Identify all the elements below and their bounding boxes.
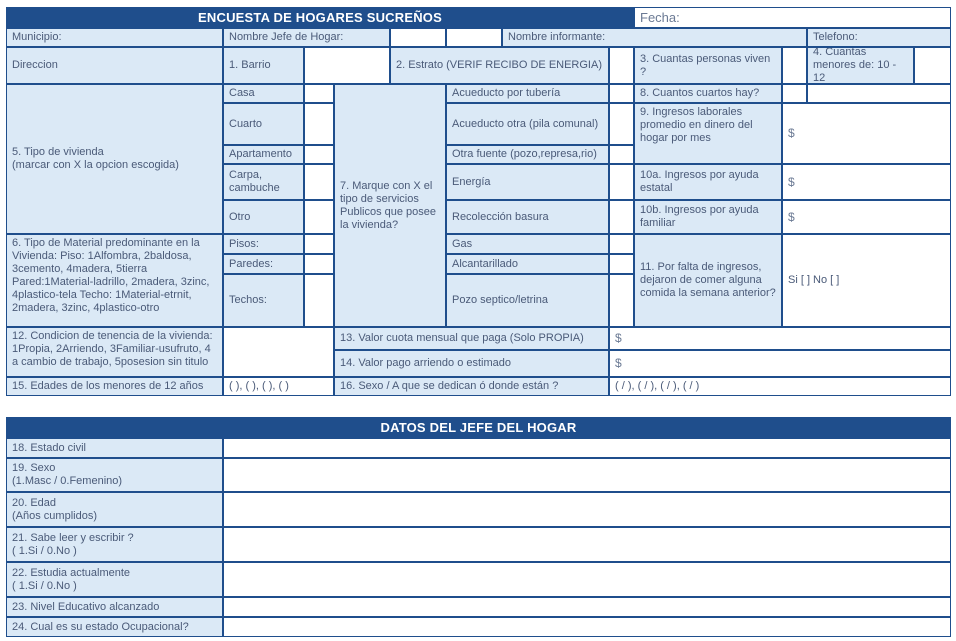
vivienda-checkbox[interactable] xyxy=(304,200,334,234)
servicio-option: Acueducto por tubería xyxy=(446,84,609,103)
vivienda-option: Apartamento xyxy=(223,145,304,164)
servicio-option: Alcantarillado xyxy=(446,254,609,274)
vivienda-checkbox[interactable] xyxy=(304,103,334,145)
vivienda-checkbox[interactable] xyxy=(304,164,334,200)
q8-blank xyxy=(807,84,951,103)
q10a-label: 10a. Ingresos por ayuda estatal xyxy=(634,164,782,200)
q11-label: 11. Por falta de ingresos, dejaron de comer alguna comida la semana anterior? xyxy=(634,234,782,327)
q14-amount-input[interactable]: $ xyxy=(609,350,951,377)
q10b-label: 10b. Ingresos por ayuda familiar xyxy=(634,200,782,234)
material-label: Paredes: xyxy=(223,254,304,274)
jefe-row-input[interactable] xyxy=(223,617,951,637)
jefe-section-title: DATOS DEL JEFE DEL HOGAR xyxy=(6,417,951,438)
q16-input[interactable]: ( / ), ( / ), ( / ), ( / ) xyxy=(609,377,951,396)
estrato-input[interactable] xyxy=(609,47,634,84)
nombre-jefe-input[interactable] xyxy=(390,28,446,47)
q9-label: 9. Ingresos laborales promedio en dinero del hogar por mes xyxy=(634,103,782,164)
servicio-option: Energía xyxy=(446,164,609,200)
q3-label: 3. Cuantas personas viven ? xyxy=(634,47,782,84)
jefe-row-label: 21. Sabe leer y escribir ? ( 1.Si / 0.No ) xyxy=(6,527,223,562)
servicio-checkbox[interactable] xyxy=(609,200,634,234)
q13-label: 13. Valor cuota mensual que paga (Solo PROPIA) xyxy=(334,327,609,350)
q6-label: 6. Tipo de Material predominante en la Vivienda: Piso: 1Alfombra, 2baldosa, 3cemento, 4madera, 5tierra Pared:1Material-ladrillo, 2madera, 3zinc, 4plastico-tela Techo: 1Material-etrnit, 2madera, 3zinc, 4plastico-otro xyxy=(6,234,223,327)
barrio-input[interactable] xyxy=(304,47,390,84)
estrato-label: 2. Estrato (VERIF RECIBO DE ENERGIA) xyxy=(390,47,609,84)
q15-ages-input[interactable]: ( ), ( ), ( ), ( ) xyxy=(223,377,334,396)
q10a-amount-input[interactable]: $ xyxy=(782,164,951,200)
vivienda-option: Otro xyxy=(223,200,304,234)
jefe-row-input[interactable] xyxy=(223,562,951,597)
q14-label: 14. Valor pago arriendo o estimado xyxy=(334,350,609,377)
nombre-informante-field[interactable]: Nombre informante: xyxy=(502,28,807,47)
q10b-amount-input[interactable]: $ xyxy=(782,200,951,234)
vivienda-checkbox[interactable] xyxy=(304,145,334,164)
servicio-option: Recolección basura xyxy=(446,200,609,234)
servicio-checkbox[interactable] xyxy=(609,164,634,200)
material-input[interactable] xyxy=(304,254,334,274)
nombre-jefe-input-2[interactable] xyxy=(446,28,502,47)
vivienda-option: Casa xyxy=(223,84,304,103)
jefe-row-label: 24. Cual es su estado Ocupacional? xyxy=(6,617,223,637)
servicio-option: Pozo septico/letrina xyxy=(446,274,609,327)
q4-input[interactable] xyxy=(914,47,951,84)
q11-options[interactable]: Si [ ] No [ ] xyxy=(782,234,951,327)
servicio-option: Otra fuente (pozo,represa,rio) xyxy=(446,145,609,164)
servicio-checkbox[interactable] xyxy=(609,84,634,103)
q15-label: 15. Edades de los menores de 12 años xyxy=(6,377,223,396)
jefe-row-input[interactable] xyxy=(223,438,951,458)
jefe-row-input[interactable] xyxy=(223,597,951,617)
jefe-row-input[interactable] xyxy=(223,458,951,492)
q3-input[interactable] xyxy=(782,47,807,84)
servicio-checkbox[interactable] xyxy=(609,145,634,164)
vivienda-option: Carpa, cambuche xyxy=(223,164,304,200)
jefe-row-input[interactable] xyxy=(223,527,951,562)
material-input[interactable] xyxy=(304,234,334,254)
jefe-row-label: 20. Edad (Años cumplidos) xyxy=(6,492,223,527)
q9-amount-input[interactable]: $ xyxy=(782,103,951,164)
q12-input[interactable] xyxy=(223,327,334,377)
q8-label: 8. Cuantos cuartos hay? xyxy=(634,84,782,103)
servicio-checkbox[interactable] xyxy=(609,274,634,327)
servicio-checkbox[interactable] xyxy=(609,103,634,145)
vivienda-option: Cuarto xyxy=(223,103,304,145)
telefono-field[interactable]: Telefono: xyxy=(807,28,951,47)
material-label: Techos: xyxy=(223,274,304,327)
material-input[interactable] xyxy=(304,274,334,327)
jefe-row-label: 23. Nivel Educativo alcanzado xyxy=(6,597,223,617)
direccion-field[interactable]: Direccion xyxy=(6,47,223,84)
q16-label: 16. Sexo / A que se dedican ó donde están ? xyxy=(334,377,609,396)
q8-input[interactable] xyxy=(782,84,807,103)
q12-label: 12. Condicion de tenencia de la vivienda: 1Propia, 2Arriendo, 3Familiar-usufruto, 4 a cambio de trabajo, 5posesion sin titulo xyxy=(6,327,223,377)
servicio-checkbox[interactable] xyxy=(609,254,634,274)
servicio-checkbox[interactable] xyxy=(609,234,634,254)
nombre-jefe-field[interactable]: Nombre Jefe de Hogar: xyxy=(223,28,390,47)
q4-label: 4. Cuantas menores de: 10 - 12 xyxy=(807,47,914,84)
q5-label: 5. Tipo de vivienda (marcar con X la opcion escogida) xyxy=(6,84,223,234)
servicio-option: Acueducto otra (pila comunal) xyxy=(446,103,609,145)
barrio-label: 1. Barrio xyxy=(223,47,304,84)
servicio-option: Gas xyxy=(446,234,609,254)
jefe-row-label: 22. Estudia actualmente ( 1.Si / 0.No ) xyxy=(6,562,223,597)
q7-label: 7. Marque con X el tipo de servicios Publicos que posee la vivienda? xyxy=(334,84,446,327)
municipio-field[interactable]: Municipio: xyxy=(6,28,223,47)
jefe-row-input[interactable] xyxy=(223,492,951,527)
jefe-row-label: 19. Sexo (1.Masc / 0.Femenino) xyxy=(6,458,223,492)
jefe-row-label: 18. Estado civil xyxy=(6,438,223,458)
q13-amount-input[interactable]: $ xyxy=(609,327,951,350)
vivienda-checkbox[interactable] xyxy=(304,84,334,103)
material-label: Pisos: xyxy=(223,234,304,254)
survey-title: ENCUESTA DE HOGARES SUCREÑOS xyxy=(6,7,634,28)
fecha-field[interactable]: Fecha: xyxy=(634,7,951,28)
